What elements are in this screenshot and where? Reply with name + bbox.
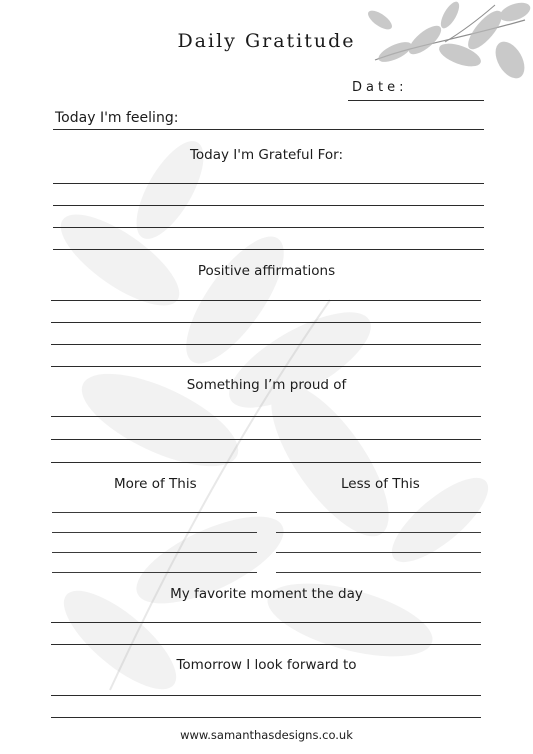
proud-heading: Something I’m proud of (186, 377, 347, 393)
footer-website: www.samanthasdesigns.co.uk (180, 728, 353, 742)
more-line[interactable] (52, 552, 257, 553)
date-line[interactable] (348, 100, 484, 101)
favorite-heading: My favorite moment the day (170, 586, 363, 602)
affirmations-line[interactable] (51, 344, 481, 345)
affirmations-line[interactable] (51, 322, 481, 323)
less-line[interactable] (276, 552, 481, 553)
page-title: Daily Gratitude (177, 30, 356, 52)
less-line[interactable] (276, 532, 481, 533)
feeling-line[interactable] (53, 129, 484, 130)
affirmations-line[interactable] (51, 300, 481, 301)
tomorrow-line[interactable] (51, 695, 481, 696)
more-line[interactable] (52, 512, 257, 513)
grateful-line[interactable] (53, 227, 484, 228)
less-heading: Less of This (341, 476, 420, 492)
favorite-line[interactable] (51, 622, 481, 623)
feeling-label: Today I'm feeling: (55, 110, 179, 126)
grateful-line[interactable] (53, 205, 484, 206)
tomorrow-line[interactable] (51, 717, 481, 718)
grateful-line[interactable] (53, 183, 484, 184)
proud-line[interactable] (51, 462, 481, 463)
more-line[interactable] (52, 532, 257, 533)
more-heading: More of This (114, 476, 197, 492)
proud-line[interactable] (51, 416, 481, 417)
more-line[interactable] (52, 572, 257, 573)
affirmations-heading: Positive affirmations (197, 263, 336, 279)
less-line[interactable] (276, 572, 481, 573)
less-line[interactable] (276, 512, 481, 513)
date-label: Date: (352, 80, 408, 95)
grateful-line[interactable] (53, 249, 484, 250)
favorite-line[interactable] (51, 644, 481, 645)
proud-line[interactable] (51, 439, 481, 440)
tomorrow-heading: Tomorrow I look forward to (176, 657, 357, 673)
affirmations-line[interactable] (51, 366, 481, 367)
grateful-heading: Today I'm Grateful For: (189, 147, 344, 163)
